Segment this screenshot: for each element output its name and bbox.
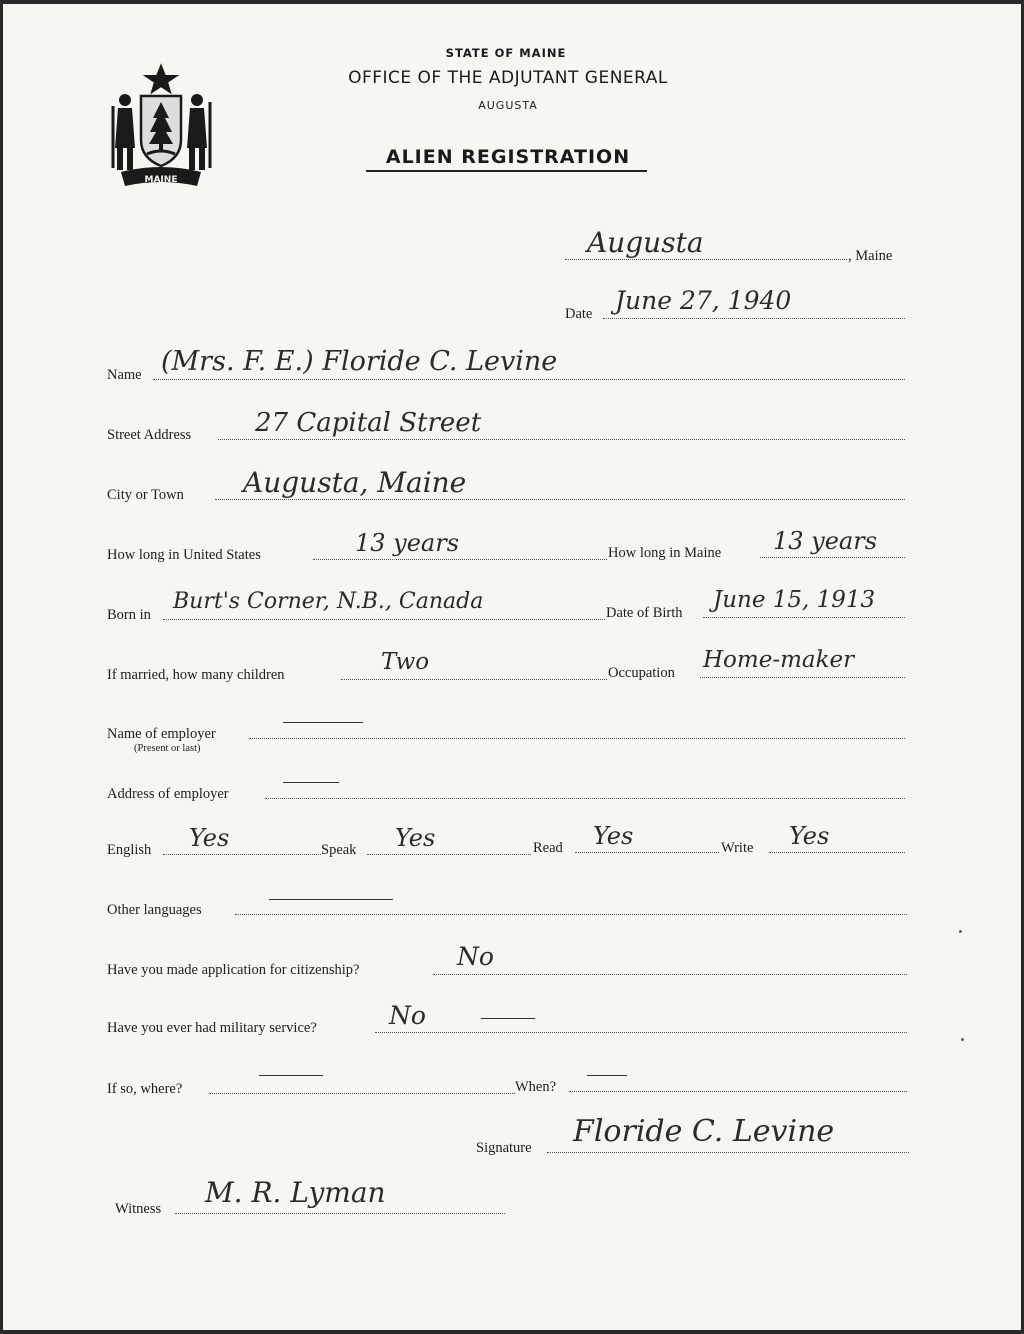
english-value: Yes: [189, 824, 230, 852]
born-label: Born in: [107, 607, 151, 623]
maine-duration-label: How long in Maine: [608, 545, 722, 561]
us-duration-label: How long in United States: [107, 547, 261, 563]
signature-value: Floride C. Levine: [573, 1114, 835, 1149]
city-line: [215, 499, 905, 500]
english-label: English: [107, 842, 152, 858]
dob-label: Date of Birth: [606, 605, 683, 621]
place-line: [565, 259, 847, 260]
military-label: Have you ever had military service?: [107, 1020, 317, 1036]
form-title: ALIEN REGISTRATION: [385, 146, 631, 168]
header-state: STATE OF MAINE: [445, 46, 567, 60]
maine-duration-value: 13 years: [773, 527, 878, 555]
where-line: [209, 1093, 515, 1094]
dob-line: [703, 617, 905, 618]
speak-value: Yes: [395, 824, 436, 852]
born-line: [163, 619, 605, 620]
employer-address-label: Address of employer: [107, 786, 229, 802]
signature-label: Signature: [476, 1140, 532, 1156]
witness-label: Witness: [115, 1201, 162, 1217]
employer-address-dash: [283, 782, 339, 783]
write-label: Write: [721, 840, 754, 856]
english-line: [163, 854, 321, 855]
military-value: No: [389, 1001, 426, 1030]
speak-line: [367, 854, 531, 855]
street-line: [218, 439, 905, 440]
when-label: When?: [515, 1079, 557, 1095]
place-suffix: , Maine: [848, 248, 893, 264]
maine-duration-line: [760, 557, 905, 558]
header-office: OFFICE OF THE ADJUTANT GENERAL: [348, 68, 668, 88]
citizenship-label: Have you made application for citizenship?: [107, 962, 360, 978]
street-label: Street Address: [107, 427, 192, 443]
children-label: If married, how many children: [107, 667, 285, 683]
paper-speck: [961, 1038, 964, 1041]
when-line: [569, 1091, 907, 1092]
occupation-label: Occupation: [608, 665, 675, 681]
other-languages-label: Other languages: [107, 902, 202, 918]
witness-value: M. R. Lyman: [205, 1176, 386, 1209]
where-dash: [259, 1075, 323, 1076]
when-dash: [587, 1075, 627, 1076]
name-label: Name: [107, 367, 142, 383]
citizenship-line: [433, 974, 907, 975]
city-value: Augusta, Maine: [243, 466, 467, 499]
write-value: Yes: [789, 822, 830, 850]
employer-label: Name of employer: [107, 726, 216, 742]
header-city: AUGUSTA: [478, 99, 538, 112]
city-label: City or Town: [107, 487, 184, 503]
occupation-line: [700, 677, 905, 678]
name-value: (Mrs. F. E.) Floride C. Levine: [161, 346, 558, 377]
read-value: Yes: [593, 822, 634, 850]
other-languages-dash: [269, 899, 393, 900]
name-line: [153, 379, 905, 380]
date-label: Date: [565, 306, 593, 322]
military-line: [375, 1032, 907, 1033]
witness-line: [175, 1213, 505, 1214]
seal-label: MAINE: [144, 175, 178, 185]
dob-value: June 15, 1913: [713, 587, 876, 613]
children-line: [341, 679, 607, 680]
paper-speck: [959, 930, 962, 933]
other-languages-line: [235, 914, 907, 915]
children-value: Two: [381, 649, 430, 675]
registration-form-sheet: [3, 4, 1021, 1330]
us-duration-value: 13 years: [355, 529, 460, 557]
born-value: Burt's Corner, N.B., Canada: [173, 589, 484, 614]
title-underline: [366, 170, 647, 172]
read-label: Read: [533, 840, 563, 856]
place-value: Augusta: [587, 226, 704, 259]
where-label: If so, where?: [107, 1081, 183, 1097]
military-dash: [481, 1018, 535, 1019]
date-line: [603, 318, 905, 319]
citizenship-value: No: [457, 942, 494, 971]
signature-line: [547, 1152, 909, 1153]
employer-sublabel: (Present or last): [134, 743, 201, 754]
employer-address-line: [265, 798, 905, 799]
write-line: [769, 852, 905, 853]
speak-label: Speak: [321, 842, 357, 858]
employer-line: [249, 738, 905, 739]
employer-dash: [283, 722, 363, 723]
read-line: [575, 852, 719, 853]
us-duration-line: [313, 559, 607, 560]
street-value: 27 Capital Street: [255, 408, 482, 438]
occupation-value: Home-maker: [703, 647, 855, 673]
date-value: June 27, 1940: [615, 286, 792, 315]
